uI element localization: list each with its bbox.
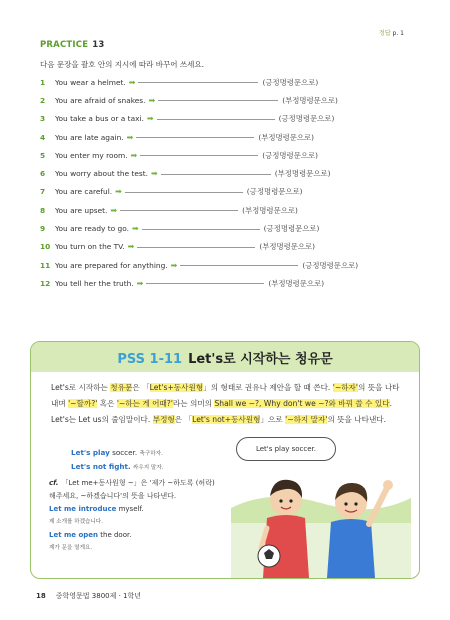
arrow-icon: ➡ — [130, 150, 138, 160]
boy-left — [258, 480, 309, 578]
answer-blank[interactable] — [136, 136, 254, 138]
answer-label: 정답 — [379, 30, 391, 37]
example-korean: 축구하자. — [139, 451, 163, 457]
page-footer — [36, 591, 141, 601]
question-sentence: You enter my room. — [55, 150, 128, 160]
body-text: 혹은 — [97, 399, 117, 408]
answer-reference — [379, 28, 404, 37]
background-grass — [231, 518, 411, 578]
body-text: 의 뜻을 나타낸다. — [327, 415, 387, 424]
question-row — [40, 164, 420, 182]
question-list — [40, 73, 420, 293]
kids-illustration — [231, 448, 411, 578]
instruction-text: 다음 문장을 괄호 안의 지시에 따라 바꾸어 쓰세요. — [40, 60, 204, 69]
cf-example-english-rest: the door. — [98, 531, 132, 539]
grammar-box-header — [31, 342, 419, 372]
question-instruction: (부정명령문으로) — [282, 95, 338, 105]
body-highlight: '~할까?' — [68, 399, 98, 408]
answer-blank[interactable] — [180, 264, 298, 266]
question-row — [40, 274, 420, 292]
book-title: 중학영문법 3800제 · 1학년 — [55, 592, 142, 600]
body-highlight: Let's not+동사원형 — [192, 415, 261, 424]
body-text: . Let's는 Let us의 줄임말이다. — [51, 399, 392, 424]
question-number: 5 — [40, 150, 46, 160]
cf-example-english-rest: myself. — [116, 505, 144, 513]
cf-example — [49, 503, 219, 516]
arrow-icon: ➡ — [146, 114, 154, 124]
cf-example-english: Let me introduce — [49, 505, 117, 513]
body-highlight: Let's+동사원형 — [149, 383, 204, 392]
cf-example-english: Let me open — [49, 531, 99, 539]
pss-code: PSS 1-11 — [117, 351, 183, 367]
example-list — [71, 447, 164, 474]
question-row — [40, 91, 420, 109]
body-highlight: '~하자' — [332, 383, 358, 392]
question-row — [40, 183, 420, 201]
example-english-rest: soccer. — [109, 448, 138, 457]
arrow-icon: ➡ — [128, 77, 136, 87]
question-number: 6 — [40, 169, 46, 179]
question-sentence: You are late again. — [55, 132, 124, 142]
arrow-icon: ➡ — [115, 187, 122, 197]
question-number: 1 — [40, 77, 46, 87]
answer-blank[interactable] — [120, 209, 238, 211]
question-instruction: (긍정명령문으로) — [262, 77, 319, 87]
example-korean: 싸우지 말자. — [132, 464, 164, 471]
answer-blank[interactable] — [125, 191, 243, 193]
answer-blank[interactable] — [146, 282, 264, 284]
body-text: 은 「 — [174, 415, 193, 424]
question-sentence: You turn on the TV. — [55, 242, 125, 252]
question-sentence: You are afraid of snakes. — [55, 95, 146, 105]
answer-blank[interactable] — [161, 173, 271, 175]
question-instruction: (긍정명령문으로) — [263, 224, 320, 234]
example-english: Let's play — [71, 448, 110, 457]
cf-example-korean: 제가 문을 열게요. — [49, 545, 93, 551]
grammar-explanation — [51, 380, 401, 428]
arrow-icon: ➡ — [148, 95, 156, 105]
answer-page: p. 1 — [392, 30, 404, 37]
answer-blank[interactable] — [142, 228, 260, 230]
speech-bubble: Let's play soccer. — [236, 437, 336, 461]
practice-number: 13 — [92, 40, 105, 50]
cf-description: 「Let me+동사원형 ~」은 '제가 ~하도록 (허락)해주세요, ~하겠습니다'의 뜻을 나타낸다. — [49, 479, 215, 500]
question-row — [40, 201, 420, 219]
question-instruction: (부정명령문으로) — [274, 169, 331, 179]
grammar-box — [30, 341, 420, 579]
answer-blank[interactable] — [137, 246, 255, 248]
body-highlight: Shall we ~?, Why don't we ~?와 바꿔 쓸 수 있다 — [214, 399, 390, 408]
answer-blank[interactable] — [157, 118, 275, 120]
arrow-icon: ➡ — [110, 205, 118, 215]
example-item — [71, 447, 164, 461]
question-row — [40, 110, 420, 128]
arrow-icon: ➡ — [151, 169, 158, 179]
cf-note — [49, 477, 219, 555]
question-number: 9 — [40, 224, 46, 234]
question-row — [40, 128, 420, 146]
question-number: 3 — [40, 114, 46, 124]
question-sentence: You worry about the test. — [55, 169, 149, 179]
question-row — [40, 73, 420, 91]
question-instruction: (부정명령문으로) — [258, 132, 315, 142]
arrow-icon: ➡ — [127, 242, 135, 252]
question-sentence: You are prepared for anything. — [55, 260, 168, 270]
question-sentence: You are upset. — [55, 205, 108, 215]
question-number: 7 — [40, 187, 46, 197]
arrow-icon: ➡ — [136, 278, 144, 288]
body-highlight: 부정형 — [152, 415, 175, 424]
question-instruction: (부정명령문으로) — [268, 278, 325, 288]
body-text: 은 「 — [132, 383, 150, 392]
arrow-icon: ➡ — [170, 260, 178, 270]
body-text: 라는 의미의 — [172, 399, 215, 408]
question-instruction: (부정명령문으로) — [242, 205, 298, 215]
question-number: 2 — [40, 95, 46, 105]
answer-blank[interactable] — [138, 81, 258, 83]
body-text: Let's로 시작하는 — [51, 383, 111, 392]
question-sentence: You are careful. — [55, 187, 113, 197]
question-row — [40, 238, 420, 256]
arrow-icon: ➡ — [131, 224, 139, 234]
body-text: 」으로 — [260, 415, 286, 424]
cf-label: cf. — [49, 479, 59, 487]
body-highlight: '~하는 게 어때?' — [116, 399, 173, 408]
cf-example — [49, 529, 219, 542]
question-number: 8 — [40, 205, 46, 215]
body-highlight: 청유문 — [110, 383, 133, 392]
answer-blank[interactable] — [140, 154, 258, 156]
question-row — [40, 219, 420, 237]
grammar-box-title — [117, 348, 332, 367]
example-english: Let's not fight. — [71, 461, 131, 471]
practice-heading — [40, 40, 104, 50]
question-row — [40, 256, 420, 274]
question-sentence: You take a bus or a taxi. — [55, 114, 144, 124]
question-instruction: (긍정명령문으로) — [278, 114, 335, 124]
body-highlight: '~하지 말자' — [285, 415, 328, 424]
page-number: 18 — [36, 592, 46, 600]
question-number: 4 — [40, 132, 46, 142]
question-number: 10 — [40, 242, 51, 252]
question-instruction: (긍정명령문으로) — [302, 260, 359, 270]
answer-blank[interactable] — [158, 99, 278, 101]
question-instruction: (부정명령문으로) — [259, 242, 316, 252]
question-sentence: You tell her the truth. — [55, 278, 134, 288]
question-number: 12 — [40, 278, 51, 288]
question-sentence: You wear a helmet. — [55, 77, 126, 87]
body-text: 의 뜻을 나타내며 — [51, 383, 400, 408]
question-instruction: (긍정명령문으로) — [246, 187, 303, 197]
question-row — [40, 146, 420, 164]
question-instruction: (긍정명령문으로) — [262, 150, 318, 160]
pss-title-text: Let's로 시작하는 청유문 — [188, 351, 333, 367]
question-number: 11 — [40, 260, 51, 270]
practice-label: PRACTICE — [40, 40, 89, 50]
arrow-icon: ➡ — [126, 132, 134, 142]
body-text: 」의 형태로 권유나 제안을 할 때 쓴다. — [203, 383, 333, 392]
cf-example-korean: 제 소개를 하겠습니다. — [49, 519, 103, 525]
cf-text — [49, 477, 219, 503]
question-sentence: You are ready to go. — [55, 224, 129, 234]
example-item — [71, 461, 164, 475]
